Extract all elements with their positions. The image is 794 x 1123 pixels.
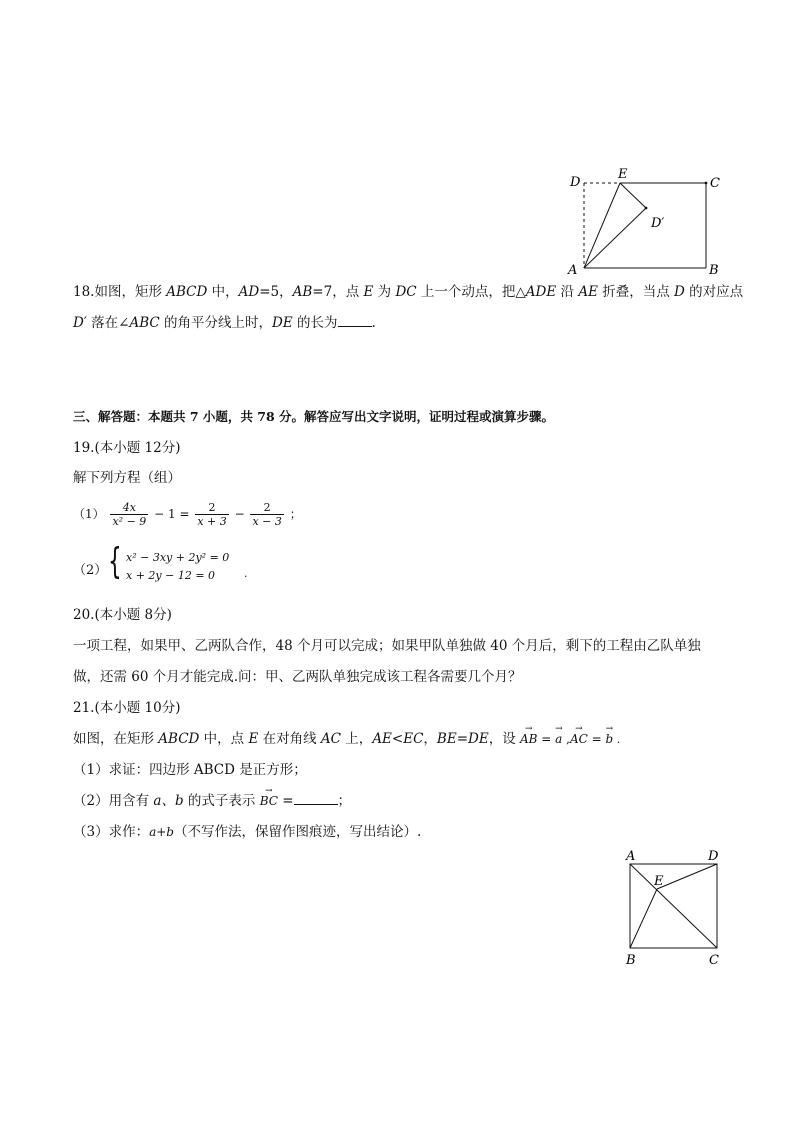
q18-text: 为 <box>373 284 396 300</box>
q18-text: =7，点 <box>312 284 364 300</box>
point-C <box>705 182 708 185</box>
q21-var: ABCD <box>158 731 200 747</box>
label-A: A <box>626 849 636 864</box>
q18-var: AE <box>578 284 598 300</box>
q21-part-3 <box>73 823 421 841</box>
q21-line-1 <box>73 730 620 749</box>
q19-p1-op: − <box>234 507 245 521</box>
section-3-title: 三、解答题：本题共 7 小题，共 78 分。解答应写出文字说明，证明过程或演算步骤。 <box>73 409 555 424</box>
answer-blank[interactable] <box>294 792 338 805</box>
q21-text: < <box>391 731 404 747</box>
q21-text: ，设 <box>488 731 520 747</box>
point-D-prime <box>645 207 648 210</box>
q21-var: DE <box>468 731 489 747</box>
segment-AE <box>584 183 620 268</box>
q19-header: 19.(本小题 12分) <box>73 440 181 456</box>
q21-var: a、b <box>153 793 184 809</box>
q19-system-end: . <box>244 567 248 580</box>
figure-rectangle-fold <box>560 160 730 280</box>
q19-system-eq-2: x + 2y − 12 = 0 <box>126 569 216 582</box>
figure-square-diagonal <box>615 845 730 970</box>
q20-header: 20.(本小题 8分) <box>73 607 172 623</box>
q21-text: ； <box>337 793 352 809</box>
system-brace: { <box>108 541 122 582</box>
q18-var: AD <box>238 284 260 300</box>
label-B: B <box>626 953 636 968</box>
label-D-prime: D′ <box>651 216 665 231</box>
q21-text: = <box>587 732 606 746</box>
q18-var: ADE <box>525 284 557 300</box>
q18-text: 折叠，当点 <box>597 284 675 300</box>
q21-text: , <box>562 732 570 746</box>
numerator: 2 <box>263 501 271 514</box>
label-D: D <box>570 175 581 190</box>
q21-text: = <box>537 732 556 746</box>
vector-AC: → AC <box>570 730 588 748</box>
q21-var: AC <box>320 731 342 747</box>
q18-text: 沿 <box>556 284 579 300</box>
vector-BC: → BC <box>260 792 278 810</box>
denominator: x − 3 <box>252 515 282 528</box>
fraction-2-over-x-plus-3 <box>195 501 228 528</box>
diagonal-AC <box>630 864 717 948</box>
label-E: E <box>654 874 664 889</box>
q20-line-2: 做，还需 60 个月才能完成.问：甲、乙两队单独完成该工程各需要几个月？ <box>73 669 522 685</box>
q21-var: BE <box>436 731 457 747</box>
q19-system-eq-1: x² − 3xy + 2y² = 0 <box>126 551 230 564</box>
q19-p1-op: − 1 = <box>154 507 190 521</box>
fraction-2-over-x-minus-3 <box>250 501 283 528</box>
q18-var: D′ <box>73 315 87 331</box>
denominator: x + 3 <box>197 515 227 528</box>
q20-line-1: 一项工程，如果甲、乙两队合作，48 个月可以完成；如果甲队单独做 40 个月后，剩下的工程由乙队单独 <box>73 638 701 654</box>
q18-var: E <box>363 284 374 300</box>
q18-text: 中， <box>207 284 239 300</box>
label-E: E <box>618 167 628 182</box>
q18-text: . <box>371 315 376 331</box>
q21-text: 上， <box>341 731 373 747</box>
q21-text: 中，点 <box>199 731 249 747</box>
vector-b: → b <box>606 730 614 748</box>
numerator: 2 <box>208 501 216 514</box>
q18-line-2 <box>73 314 376 332</box>
denominator: x² − 9 <box>112 515 147 528</box>
fraction-4x <box>110 501 148 528</box>
q18-var: D <box>674 284 685 300</box>
q18-var: AB <box>292 284 313 300</box>
vector-a: → a <box>555 730 562 748</box>
q21-text: ， <box>423 731 437 747</box>
q21-text: （2）用含有 <box>73 793 154 809</box>
q21-text: （3）求作： <box>73 824 150 840</box>
label-C: C <box>709 953 719 968</box>
label-C: C <box>710 176 720 191</box>
q21-part-1: （1）求证：四边形 ABCD 是正方形； <box>73 762 307 778</box>
q18-text: 的角平分线上时， <box>159 315 273 331</box>
segment-ED <box>657 864 717 889</box>
q18-text: 的对应点 <box>684 284 744 300</box>
q21-part-2 <box>73 792 351 810</box>
q18-var: ABC <box>129 315 160 331</box>
q21-text: （不写作法，保留作图痕迹，写出结论）. <box>173 824 422 840</box>
q18-text: 落在∠ <box>86 315 130 331</box>
q21-text: = <box>456 731 469 747</box>
label-D: D <box>708 849 719 864</box>
q18-var: ABCD <box>166 284 208 300</box>
q18-text: 的长为 <box>292 315 338 331</box>
q19-intro: 解下列方程（组） <box>73 470 181 486</box>
q21-text: 如图，在矩形 <box>73 731 159 747</box>
q19-p1-end: ； <box>289 507 302 521</box>
vector-AB: → AB <box>520 730 537 748</box>
q18-text: 上一个动点，把△ <box>416 284 526 300</box>
q21-text: 的式子表示 <box>183 793 260 809</box>
q19-p1-label: （1） <box>73 507 105 521</box>
q21-var: EC <box>403 731 424 747</box>
q18-text: =5， <box>259 284 293 300</box>
q21-var: E <box>248 731 259 747</box>
q21-header: 21.(本小题 10分) <box>73 700 181 716</box>
segment-BE <box>630 889 657 948</box>
q21-text: = <box>277 793 294 809</box>
segment-ED-prime <box>620 183 646 208</box>
q18-var: DC <box>395 284 417 300</box>
label-B: B <box>709 263 719 278</box>
q21-var: AE <box>372 731 392 747</box>
q21-var: a+b <box>149 825 174 839</box>
segment-AD-prime <box>584 208 646 268</box>
label-A: A <box>568 263 578 278</box>
q18-var: DE <box>272 315 293 331</box>
q19-part-2-label: （2） <box>73 563 108 578</box>
answer-blank[interactable] <box>338 314 372 327</box>
numerator: 4x <box>122 501 136 514</box>
q21-text: 在对角线 <box>258 731 321 747</box>
q18-text: 18.如图，矩形 <box>73 284 167 300</box>
q21-text: . <box>613 733 621 746</box>
q18-line-1 <box>73 283 743 301</box>
q19-part-1 <box>73 498 302 530</box>
